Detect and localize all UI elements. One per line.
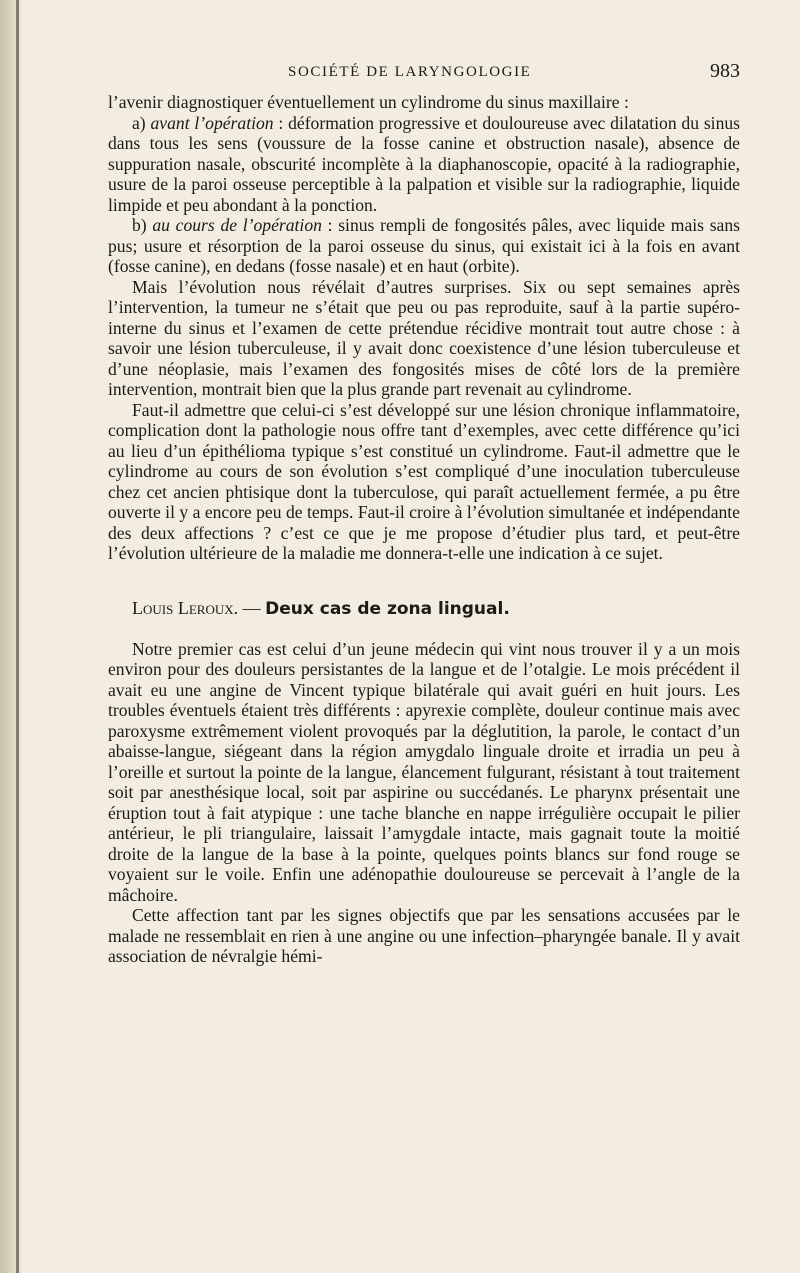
paragraph-continuation: l’avenir diagnostiquer éventuellement un cylindrome du sinus maxillaire : [108,92,629,112]
page-number: 983 [710,60,740,82]
page-header [108,56,740,92]
paragraph-hypotheses: Faut-il admettre que celui-ci s’est développé sur une lésion chronique inflammatoire, complication dont la pathologie nous offre tant d’exemples, avec cette différence qu’ici au lieu d’un épithélioma typique s’est constitué un cylindrome. Faut-il admettre que le cylindrome au cours de son évolution s’est compliqué d’une inoculation tuberculeuse chez cet ancien phtisique dont la tuberculose, qui paraît actuellement fermée, a pu être ouverte il y a encore peu de temps. Faut-il croire à l’évolution simultanée et indépendante des deux affections ? c’est ce que je me propose d’étudier plus tard, et peut-être l’évolution ultérieure de la maladie me donnera-t-elle une indication à ce sujet. [108,399,740,563]
paragraph-evolution: Mais l’évolution nous révélait d’autres surprises. Six ou sept semaines après l’intervention, la tumeur ne s’était que peu ou pas reproduite, sauf à la partie supéro-interne du sinus et l’examen de cette prétendue récidive montrait tout autre chose : à savoir une lésion tuberculeuse, il y avait donc coexistence d’une lésion tuberculeuse et d’une néoplasie, mais l’examen des fongosités mises de côté lors de la première intervention, montrait bien que la plus grande part revenait au cylindrome. [108,276,740,399]
item-text-a: : déformation progressive et douloureuse avec dilatation du sinus dans tous les sens (voussure de la fosse canine et obstruction nasale), absence de suppuration nasale, obscurité incomplète à la diaphanoscopie, opacité à la radiographie, usure de la paroi osseuse perceptible à la palpation et visible sur la radiographie, liquide limpide et peu abondant à la ponction. [108,112,741,215]
section-title: Deux cas de zona lingual. [265,598,510,619]
section-heading [108,598,740,619]
paragraph-case-one: Notre premier cas est celui d’un jeune médecin qui vint nous trouver il y a un mois environ pour des douleurs persistantes de la langue et de l’otalgie. Le mois précédent il avait eu une angine de Vincent typique bilatérale qui avait guéri en huit jours. Les troubles éventuels étaient très différents : apyrexie complète, douleur continue mais avec paroxysme extrêmement violent provoqués par la déglutition, la parole, le contact d’un abaisse-langue, siégeant dans la région amygdalo linguale droite et irradia un peu à l’oreille et surtout la pointe de la langue, élancement fulgurant, résistant à tout traitement soit par anesthésique local, soit par aspirine ou succédanés. Le pharynx présentait une éruption tout à fait atypique : une tache blanche en nappe irrégulière occupait le pilier antérieur, le pli triangulaire, laissait l’amygdale intacte, mais gagnait toute la moitié droite de la langue de la base à la pointe, quelques points blancs sur fond rouge se voyaient sur le voile. Enfin une adénopathie douloureuse se percevait à l’angle de la mâchoire. [108,638,740,905]
paragraph-b [108,215,740,277]
running-head: SOCIÉTÉ DE LARYNGOLOGIE [288,64,532,80]
binding-edge [16,0,19,1273]
section-dash: — [238,597,266,618]
section-author: Louis Leroux. [132,597,239,618]
item-label-b: b) [132,215,147,235]
item-text-b: : sinus rempli de fongosités pâles, avec liquide mais sans pus; usure et résorption de la paroi osseuse du sinus, qui existait ici à la fois en avant (fosse canine), en dedans (fosse nasale) et en haut (orbite). [108,215,740,276]
item-heading-b: au cours de l’opération [152,215,322,235]
document-page [108,56,740,967]
item-label-a: a) [132,112,146,133]
paragraph-a [108,113,740,216]
item-heading-a: avant l’opération [150,112,274,133]
paragraph-affection: Cette affection tant par les signes objectifs que par les sensations accusées par le malade ne ressemblait en rien à une angine ou une infection–pharyngée banale. Il y avait association de névralgie hémi- [108,905,740,966]
